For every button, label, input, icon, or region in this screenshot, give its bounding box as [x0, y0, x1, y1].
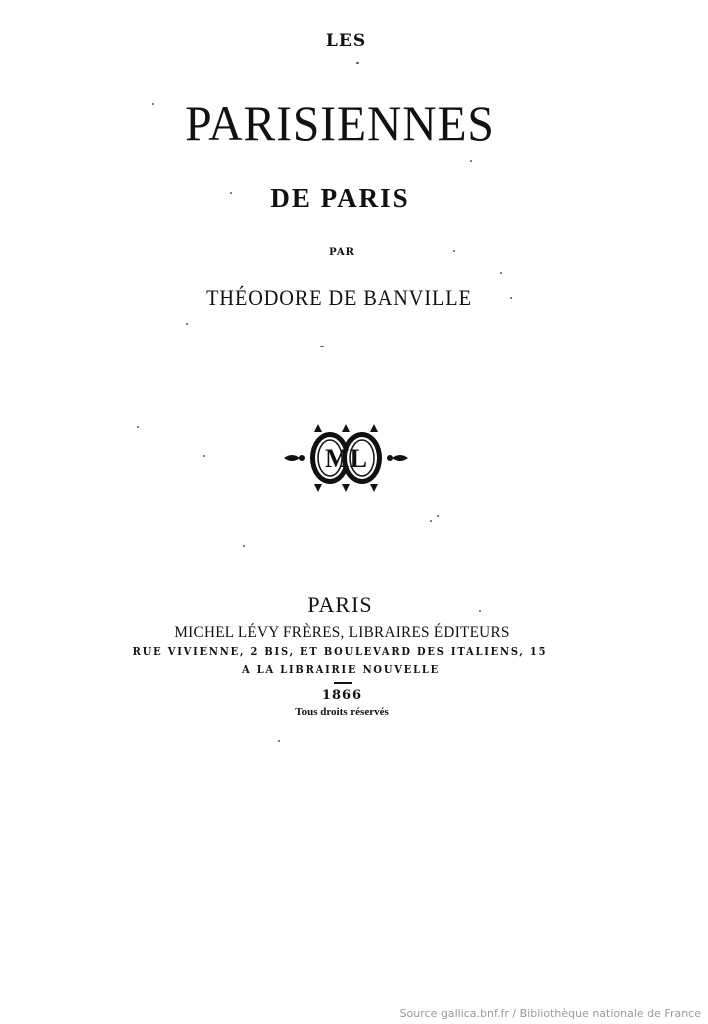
author-name: THÉODORE DE BANVILLE	[206, 285, 472, 310]
paper-speck	[479, 610, 481, 612]
paper-speck	[510, 297, 512, 299]
bookshop-name: A LA LIBRAIRIE NOUVELLE	[242, 663, 440, 676]
paper-speck	[278, 740, 280, 742]
paper-speck	[243, 545, 245, 547]
title-article: LES	[325, 31, 367, 51]
paper-speck	[500, 272, 502, 274]
publisher-address: RUE VIVIENNE, 2 BIS, ET BOULEVARD DES ITALIENS, 15	[132, 645, 548, 658]
publisher-emblem-icon	[282, 422, 410, 494]
paper-speck	[356, 62, 359, 64]
rights-notice: Tous droits réservés	[295, 706, 389, 718]
emblem-letters: ML	[325, 444, 367, 473]
paper-speck	[186, 323, 188, 325]
publication-year: 1866	[321, 688, 363, 703]
paper-speck	[437, 515, 439, 517]
divider	[334, 682, 352, 684]
paper-speck	[430, 520, 432, 522]
paper-speck	[230, 192, 232, 194]
paper-speck	[453, 250, 455, 252]
book-title: PARISIENNES	[185, 95, 495, 151]
book-subtitle: DE PARIS	[270, 183, 410, 213]
by-label: PAR	[329, 247, 355, 258]
publisher-name: MICHEL LÉVY FRÈRES, LIBRAIRES ÉDITEURS	[174, 624, 510, 641]
paper-speck	[137, 426, 139, 428]
paper-speck	[152, 103, 154, 105]
paper-speck	[320, 346, 324, 347]
publication-city: PARIS	[307, 592, 373, 617]
source-credit: Source gallica.bnf.fr / Bibliothèque nationale de France	[399, 1007, 701, 1020]
paper-speck	[203, 455, 205, 457]
paper-speck	[470, 160, 472, 162]
